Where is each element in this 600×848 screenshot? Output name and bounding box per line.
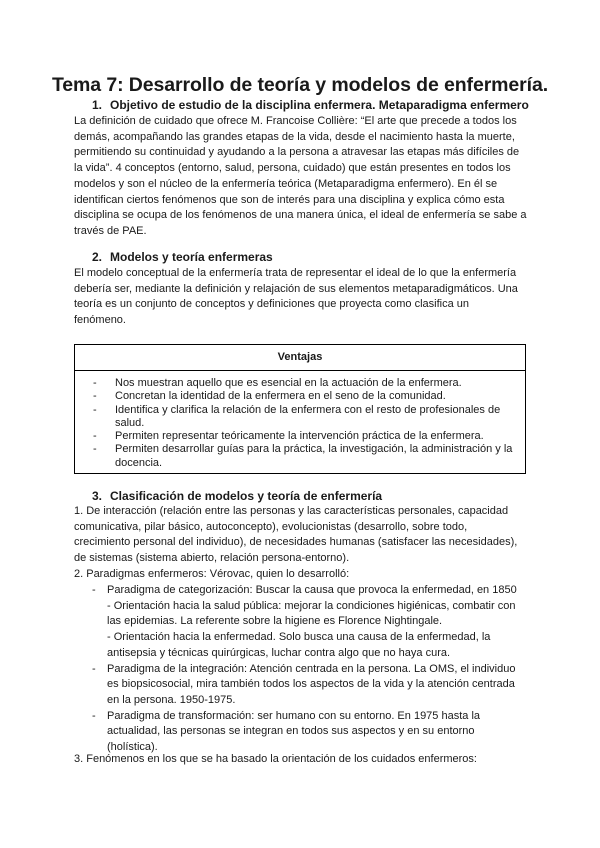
- paragraph-line: permitiendo su continuidad y ayudando a la persona a atravesar las etapas más difíciles de: [74, 146, 520, 159]
- section-3-number: 3.: [92, 489, 103, 503]
- dash-bullet: -: [93, 430, 97, 443]
- section-1-heading: [92, 98, 529, 113]
- list-item: [75, 443, 525, 470]
- list-item-text: Identifica y clarifica la relación de la enfermera con el resto de profesionales de: [115, 403, 501, 416]
- list-item-text: - Orientación hacia la salud pública: mejorar la condiciones higiénicas, combatir con: [107, 599, 516, 612]
- dash-bullet: -: [92, 662, 96, 675]
- paragraph-line: la vida”. 4 conceptos (entorno, salud, persona, cuidado) que están presentes en todos los: [74, 162, 511, 175]
- list-item-text: (holística).: [107, 741, 158, 754]
- list-item-text: Paradigma de la integración: Atención centrada en la persona. La OMS, el individuo: [107, 662, 516, 675]
- dash-bullet: -: [92, 584, 96, 596]
- paradigms-list: [92, 583, 532, 756]
- paragraph-line: teoría es un conjunto de conceptos y definiciones que proyecta como clasifica un: [74, 298, 470, 311]
- section-2-paragraph: [74, 266, 526, 329]
- list-item: [92, 709, 532, 756]
- paragraph-line: modelos y son el núcleo de la enfermería teórica (Metaparadigma enfermero). En él se: [74, 177, 498, 190]
- list-item: [92, 662, 532, 709]
- list-item-text: Permiten representar teóricamente la intervención práctica de la enfermera.: [115, 430, 484, 443]
- section-2-heading: [92, 250, 273, 265]
- list-item: [92, 583, 532, 662]
- paragraph-line: identifican ciertos fenómenos que son de interés para una disciplina y explica cómo esta: [74, 193, 505, 206]
- paragraph-line: debería ser, mediante la definición y relajación de sus elementos metaparadigmáticos. Una: [74, 282, 518, 295]
- section-3-footer: [74, 752, 534, 768]
- list-item-text: Paradigma de transformación: ser humano con su entorno. En 1975 hasta la: [107, 709, 481, 722]
- page-title: Tema 7: Desarrollo de teoría y modelos de enfermería.: [51, 74, 549, 96]
- paragraph-line: crecimiento personal del individuo), de necesidades humanas (satisfacer las necesidades),: [74, 536, 518, 549]
- list-item-text: Permiten desarrollar guías para la práctica, la investigación, la administración y la: [115, 443, 513, 456]
- paragraph-line: de sistemas (sistema abierto, relación persona-entorno).: [74, 552, 350, 565]
- section-2-number: 2.: [92, 250, 103, 264]
- list-item: [75, 377, 525, 390]
- paragraph-line: través de PAE.: [74, 224, 147, 237]
- ventajas-list: [75, 371, 525, 470]
- list-item-text: las epidemias. La referente sobre la higiene es Florence Nightingale.: [107, 615, 443, 628]
- paragraph-line: 3. Fenómenos en los que se ha basado la orientación de los cuidados enfermeros:: [74, 753, 477, 765]
- ventajas-table: [74, 344, 526, 474]
- paragraph-line: disciplina se ocupa de los fenómenos de una manera única, el ideal de enfermería se sabe a: [74, 209, 527, 222]
- list-item-text: docencia.: [115, 456, 163, 469]
- dash-bullet: -: [93, 403, 97, 416]
- dash-bullet: -: [93, 377, 97, 389]
- paragraph-line: 1. De interacción (relación entre las personas y las características personales, capacidad: [74, 505, 509, 517]
- paragraph-line: comunicativa, pilar básico, autoconcepto), evolucionistas (desarrollo, sobre todo,: [74, 520, 468, 533]
- section-1-heading-text: Objetivo de estudio de la disciplina enfermera. Metaparadigma enfermero: [110, 98, 529, 112]
- list-item: [75, 390, 525, 403]
- section-3-heading: [92, 489, 382, 504]
- list-item-text: es biopsicosocial, mira también todos los aspectos de la vida y la atención centrada: [107, 678, 515, 691]
- list-item: [75, 430, 525, 443]
- list-item-text: actualidad, las personas se integran en todos sus aspectos y en su entorno: [107, 725, 475, 738]
- paragraph-line: 2. Paradigmas enfermeros: Vérovac, quien lo desarrolló:: [74, 567, 350, 580]
- paragraph-line: El modelo conceptual de la enfermería trata de representar el ideal de lo que la enfermería: [74, 267, 517, 279]
- section-1-number: 1.: [92, 98, 103, 112]
- list-item-text: - Orientación hacia la enfermedad. Solo busca una causa de la enfermedad, la: [107, 631, 491, 644]
- dash-bullet: -: [93, 390, 97, 403]
- section-1-paragraph: [74, 114, 526, 240]
- paragraph-line: demás, acompañando las grandes etapas de la vida, desde el nacimiento hasta la muerte,: [74, 130, 515, 143]
- paragraph-line: La definición de cuidado que ofrece M. Francoise Collière: “El arte que precede a todos los: [74, 115, 517, 127]
- list-item-text: en la persona. 1950-1975.: [107, 693, 236, 706]
- paragraph-line: fenómeno.: [74, 314, 126, 327]
- list-item-text: Paradigma de categorización: Buscar la causa que provoca la enfermedad, en 1850: [107, 584, 517, 596]
- list-item-text: salud.: [115, 416, 145, 429]
- section-3-heading-text: Clasificación de modelos y teoría de enfermería: [110, 489, 383, 503]
- dash-bullet: -: [93, 443, 97, 456]
- list-item: [75, 404, 525, 431]
- section-3-paragraph: [74, 504, 534, 583]
- list-item-text: antisepsia y técnicas quirúrgicas, luchar contra algo que no haya cura.: [107, 646, 451, 659]
- ventajas-header: Ventajas: [75, 345, 525, 371]
- list-item-text: Concretan la identidad de la enfermera en el seno de la comunidad.: [115, 390, 446, 403]
- list-item-text: Nos muestran aquello que es esencial en la actuación de la enfermera.: [115, 377, 462, 389]
- section-2-heading-text: Modelos y teoría enfermeras: [110, 250, 273, 264]
- dash-bullet: -: [92, 709, 96, 722]
